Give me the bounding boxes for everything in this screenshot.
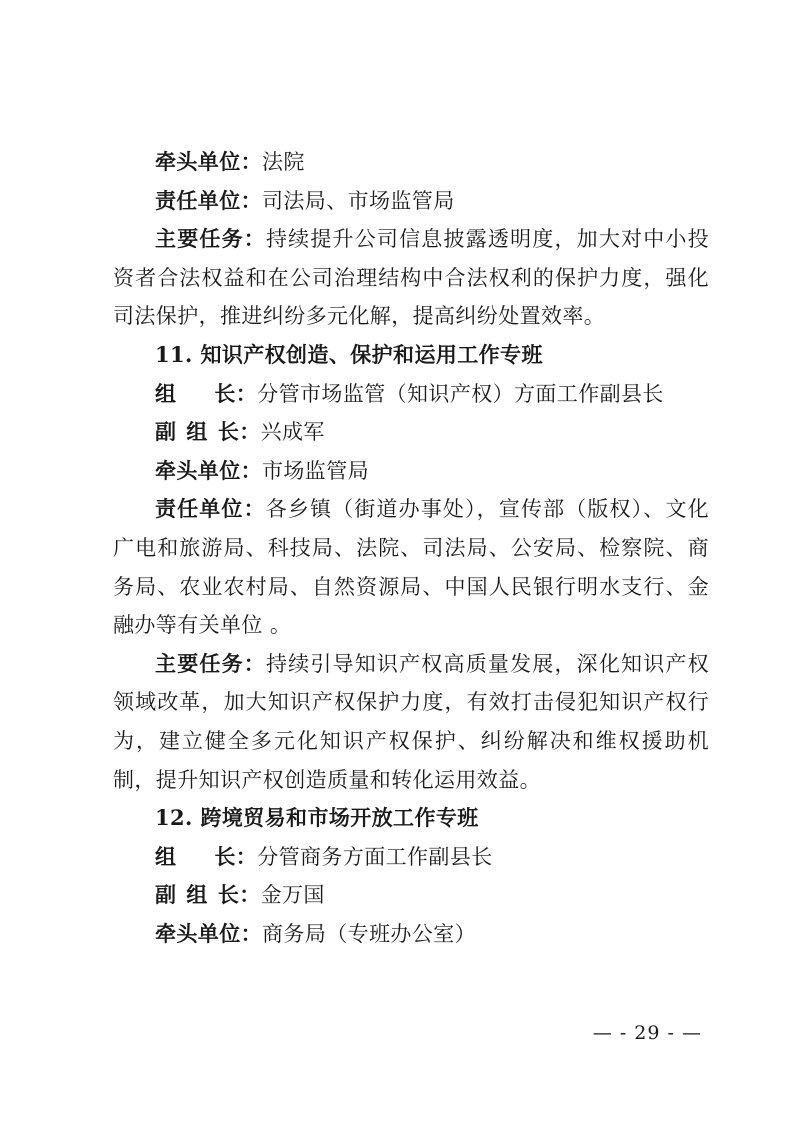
responsible-unit-text: 各乡镇（街道办事处），宣传部（版权）、文化广电和旅游局、科技局、法院、司法局、公安局、检察院、商务局、农业农村局、自然资源局、中国人民银行明水支行、金融办等有关单位 。 [113,497,709,638]
team-leader-label-part1: 组 [155,844,177,869]
lead-unit-value: 法院 [262,150,305,174]
team-leader-value: 分管商务方面工作副县长 [257,844,493,869]
lead-unit-label: 牵头单位： [155,921,262,946]
section-11-title: 11. 知识产权创造、保护和运用工作专班 [155,341,543,367]
team-leader-label-part2: 长： [214,844,258,869]
lead-unit-value: 商务局（专班办公室） [262,921,476,946]
main-task-text: 持续提升公司信息披露透明度，加大对中小投资者合法权益和在公司治理结构中合法权利的保护力度，强化司法保护，推进纠纷多元化解，提高纠纷处置效率。 [113,227,710,329]
lead-unit-line [113,915,709,954]
main-task-label: 主要任务： [155,651,266,676]
responsible-unit-label: 责任单位： [155,188,262,213]
responsible-unit-label: 责任单位： [155,497,266,522]
lead-unit-line [113,143,709,182]
deputy-leader-label-part2: 组 [186,883,208,908]
deputy-leader-label-part3: 长： [217,883,261,908]
team-leader-line [113,838,709,877]
team-leader-value: 分管市场监管（知识产权）方面工作副县长 [257,381,664,406]
lead-unit-line [113,452,709,491]
page-number: — - 29 - — [592,1022,702,1044]
team-leader-label-part2: 长： [214,381,258,406]
responsible-unit-paragraph [113,490,709,644]
lead-unit-value: 市场监管局 [262,458,369,483]
deputy-leader-label-part1: 副 [155,883,177,908]
team-leader-line [113,375,709,414]
deputy-leader-label-part3: 长： [217,420,261,445]
deputy-leader-label-part2: 组 [186,420,208,445]
responsible-unit-value: 司法局、市场监管局 [262,188,455,213]
main-task-text: 持续引导知识产权高质量发展，深化知识产权领域改革，加大知识产权保护力度，有效打击侵犯知识产权行为，建立健全多元化知识产权保护、纠纷解决和维权援助机制，提升知识产权创造质量和转化运用效益。 [113,651,710,792]
deputy-leader-label-part1: 副 [155,420,177,445]
deputy-leader-line [113,876,709,915]
team-leader-label-part1: 组 [155,381,177,406]
document-body [113,143,709,953]
lead-unit-label: 牵头单位： [155,150,262,174]
lead-unit-label: 牵头单位： [155,458,262,483]
main-task-paragraph [113,645,709,799]
section-12-title: 12. 跨境贸易和市场开放工作专班 [155,805,479,831]
deputy-leader-line [113,413,709,452]
deputy-leader-value: 兴成军 [260,420,325,445]
main-task-label: 主要任务： [155,227,266,252]
deputy-leader-value: 金万国 [260,883,325,908]
responsible-unit-line [113,182,709,221]
main-task-paragraph [113,220,709,336]
